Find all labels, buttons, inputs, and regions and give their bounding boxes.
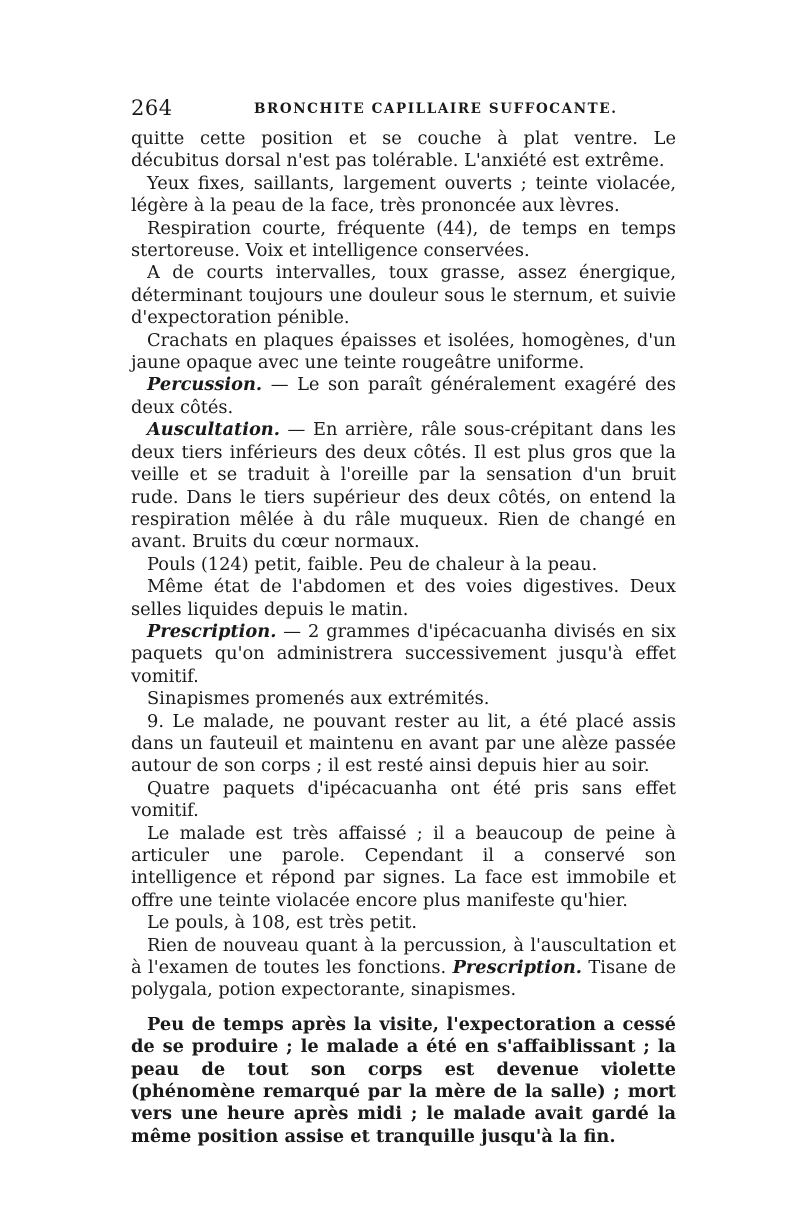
paragraph-text: Yeux fixes, saillants, largement ouverts ; teinte violacée, légère à la peau de la face, très prononcée aux lèvres. — [131, 172, 676, 217]
paragraph-14 — [131, 823, 676, 913]
paragraph-11 — [131, 688, 676, 710]
paragraph-9 — [131, 576, 676, 621]
paragraph-5 — [131, 330, 676, 375]
paragraph-text: Peu de temps après la visite, l'expectoration a cessé de se produire ; le malade a été en s'affaiblissant ; la peau de tout son corps est devenue violette (phénomène remarqué par la mère de la salle) ; mort vers une heure après midi ; le malade avait gardé la même position assise et tranquille jusqu'à la fin. — [131, 1013, 676, 1147]
paragraph-text: A de courts intervalles, toux grasse, assez énergique, déterminant toujours une douleur sous le sternum, et suivie d'expectoration pénible. — [131, 262, 676, 329]
paragraph-4 — [131, 262, 676, 329]
paragraph-3 — [131, 218, 676, 263]
section-label: Prescription. — [147, 620, 277, 642]
paragraph-prescription-1 — [131, 621, 676, 688]
section-label: Auscultation. — [147, 419, 280, 441]
paragraph-1 — [131, 128, 676, 173]
paragraph-text: Rien de nouveau quant à la percussion, à l'auscultation et à l'examen de toutes les fonctions. — [131, 934, 676, 979]
section-label: Percussion. — [147, 374, 263, 396]
paragraph-text: — En arrière, râle sous-crépitant dans les deux tiers inférieurs des deux côtés. Il est plus gros que la veille et se traduit à l'oreille par la sensation d'un bruit rude. Dans le tiers supérieur des deux côtés, on entend la respiration mêlée à du râle muqueux. Rien de changé en avant. Bruits du cœur normaux. — [131, 419, 676, 553]
paragraph-text: Le pouls, à 108, est très petit. — [147, 912, 418, 934]
paragraph-13 — [131, 778, 676, 823]
paragraph-percussion — [131, 374, 676, 419]
paragraph-15 — [131, 912, 676, 934]
paragraph-text: — Le son paraît généralement exagéré des deux côtés. — [131, 374, 676, 418]
paragraph-text: Respiration courte, fréquente (44), de temps en temps stertoreuse. Voix et intelligence conservées. — [131, 217, 676, 262]
paragraph-text: Même état de l'abdomen et des voies digestives. Deux selles liquides depuis le matin. — [131, 576, 676, 620]
section-label: Prescription. — [452, 957, 582, 979]
paragraph-final — [131, 1014, 676, 1148]
paragraph-text: 9. Le malade, ne pouvant rester au lit, a été placé assis dans un fauteuil et maintenu en avant par une alèze passée autour de son corps ; il est resté ainsi depuis hier au soir. — [131, 710, 676, 777]
paragraph-text: Sinapismes promenés aux extrémités. — [147, 688, 490, 710]
paragraph-prescription-2 — [131, 935, 676, 1002]
running-title: BRONCHITE CAPILLAIRE SUFFOCANTE. — [254, 101, 618, 117]
paragraph-auscultation — [131, 419, 676, 553]
paragraph-text: Le malade est très affaissé ; il a beaucoup de peine à articuler une parole. Cependant il a conservé son intelligence et répond par signes. La face est immobile et offre une teinte violacée encore plus manifeste qu'hier. — [131, 822, 676, 911]
page-number: 264 — [131, 96, 173, 120]
paragraph-text: Crachats en plaques épaisses et isolées, homogènes, d'un jaune opaque avec une teinte rougeâtre uniforme. — [131, 329, 676, 374]
paragraph-text: quitte cette position et se couche à plat ventre. Le décubitus dorsal n'est pas tolérable. L'anxiété est extrême. — [131, 128, 676, 172]
body-text — [131, 128, 676, 1148]
page-header — [131, 96, 676, 122]
paragraph-12 — [131, 711, 676, 778]
paragraph-text: Quatre paquets d'ipécacuanha ont été pris sans effet vomitif. — [131, 777, 676, 822]
paragraph-text: Pouls (124) petit, faible. Peu de chaleur à la peau. — [147, 553, 598, 575]
paragraph-text: Tisane de polygala, potion expectorante, sinapismes. — [131, 957, 676, 1001]
paragraph-text: — 2 grammes d'ipécacuanha divisés en six paquets qu'on administrera successivement jusqu'à effet vomitif. — [131, 620, 676, 687]
paragraph-2 — [131, 173, 676, 218]
paragraph-8 — [131, 554, 676, 576]
